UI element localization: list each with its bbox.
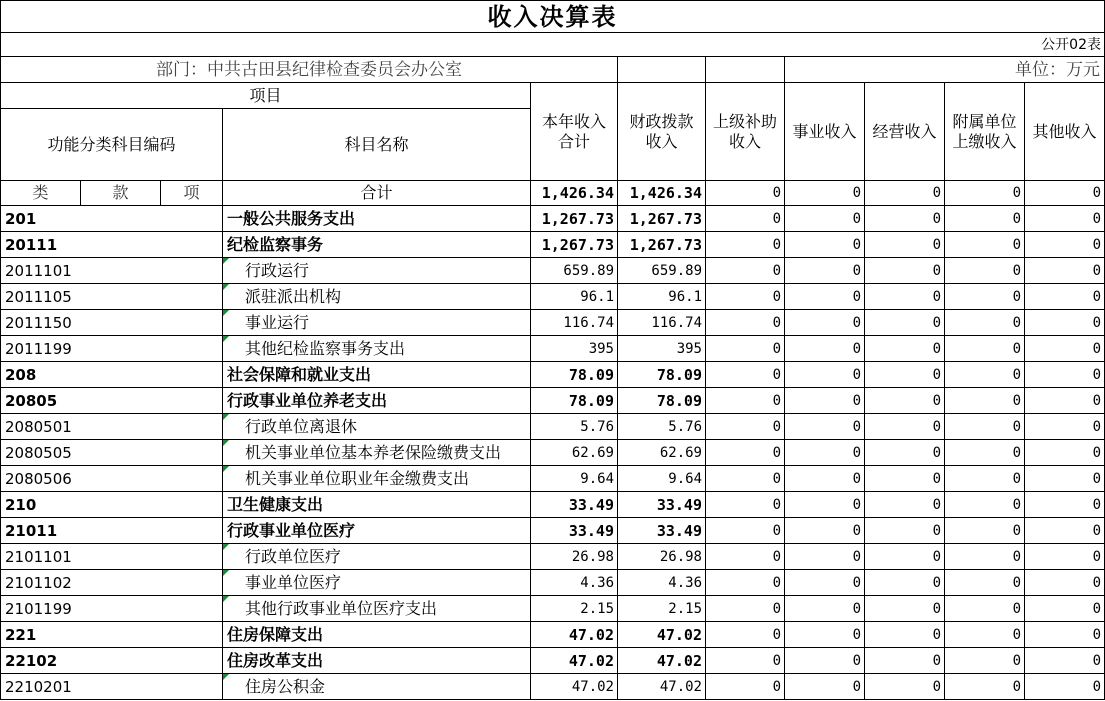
subject-name-cell[interactable] (223, 596, 530, 621)
operating-income-cell[interactable]: 0 (865, 388, 944, 413)
business-income-cell[interactable]: 0 (785, 674, 864, 699)
other-income-cell[interactable]: 0 (1025, 518, 1104, 543)
page-title[interactable]: 收入决算表 (1, 1, 1104, 32)
subsidiary-remittance-cell[interactable]: 0 (945, 466, 1024, 491)
fiscal-appropriation-cell[interactable]: 47.02 (618, 622, 705, 647)
subject-code-cell[interactable]: 20805 (1, 388, 222, 413)
subject-code-cell[interactable]: 2210201 (1, 674, 222, 699)
total-income-cell[interactable]: 62.69 (531, 440, 617, 465)
business-income-cell[interactable]: 0 (785, 518, 864, 543)
subject-name-cell[interactable] (223, 674, 530, 699)
subject-name-cell[interactable] (223, 440, 530, 465)
subsidiary-remittance-cell[interactable]: 0 (945, 492, 1024, 517)
operating-income-cell[interactable]: 0 (865, 362, 944, 387)
other-income-cell[interactable]: 0 (1025, 206, 1104, 231)
subsidiary-remittance-cell[interactable]: 0 (945, 362, 1024, 387)
column-header-label: 上级补助收入 (712, 111, 777, 151)
fiscal-appropriation-cell[interactable]: 26.98 (618, 544, 705, 569)
business-income-cell[interactable]: 0 (785, 414, 864, 439)
total-row-total-income[interactable]: 1,426.34 (531, 181, 617, 205)
total-income-cell[interactable]: 47.02 (531, 674, 617, 699)
total-row-business-income[interactable]: 0 (785, 181, 864, 205)
subject-code-cell[interactable]: 20111 (1, 232, 222, 257)
subject-name-text: 行政事业单位医疗 (227, 520, 356, 540)
other-income-cell[interactable]: 0 (1025, 310, 1104, 335)
superior-subsidy-cell[interactable]: 0 (706, 284, 784, 309)
fiscal-appropriation-cell[interactable]: 1,267.73 (618, 232, 705, 257)
operating-income-cell[interactable]: 0 (865, 206, 944, 231)
business-income-cell[interactable]: 0 (785, 622, 864, 647)
superior-subsidy-cell[interactable]: 0 (706, 518, 784, 543)
error-indicator-icon (223, 414, 229, 420)
subject-name-text: 其他行政事业单位医疗支出 (245, 598, 438, 618)
error-indicator-icon (223, 336, 229, 342)
subject-name-cell[interactable] (223, 232, 530, 257)
header-category[interactable]: 类 (1, 181, 80, 205)
subject-code-cell[interactable]: 22102 (1, 648, 222, 673)
subject-name-cell[interactable] (223, 310, 530, 335)
superior-subsidy-cell[interactable]: 0 (706, 362, 784, 387)
fiscal-appropriation-cell[interactable]: 116.74 (618, 310, 705, 335)
subsidiary-remittance-cell[interactable]: 0 (945, 284, 1024, 309)
fiscal-appropriation-cell[interactable]: 9.64 (618, 466, 705, 491)
subject-code-cell[interactable]: 2080505 (1, 440, 222, 465)
other-income-cell[interactable]: 0 (1025, 336, 1104, 361)
superior-subsidy-cell[interactable]: 0 (706, 648, 784, 673)
column-header-label: 经营收入 (872, 121, 937, 141)
other-income-cell[interactable]: 0 (1025, 284, 1104, 309)
department-label[interactable]: 部门：中共古田县纪律检查委员会办公室 (1, 57, 617, 82)
form-number[interactable]: 公开02表 (1, 33, 1104, 56)
total-income-cell[interactable]: 33.49 (531, 518, 617, 543)
subject-code-cell[interactable]: 2080501 (1, 414, 222, 439)
operating-income-cell[interactable]: 0 (865, 466, 944, 491)
subject-name-cell[interactable] (223, 284, 530, 309)
total-income-cell[interactable]: 78.09 (531, 388, 617, 413)
subject-name-cell[interactable] (223, 362, 530, 387)
subject-name-cell[interactable] (223, 518, 530, 543)
operating-income-cell[interactable]: 0 (865, 310, 944, 335)
superior-subsidy-cell[interactable]: 0 (706, 232, 784, 257)
total-income-cell[interactable]: 2.15 (531, 596, 617, 621)
error-indicator-icon (223, 570, 229, 576)
other-income-cell[interactable]: 0 (1025, 674, 1104, 699)
subject-name-text: 派驻派出机构 (245, 286, 342, 306)
column-header-label: 附属单位上缴收入 (952, 111, 1017, 151)
business-income-cell[interactable]: 0 (785, 648, 864, 673)
header-project[interactable]: 项目 (1, 83, 530, 108)
unit-label[interactable]: 单位：万元 (785, 57, 1104, 82)
operating-income-cell[interactable]: 0 (865, 674, 944, 699)
subsidiary-remittance-cell[interactable]: 0 (945, 388, 1024, 413)
total-row-superior-subsidy[interactable]: 0 (706, 181, 784, 205)
fiscal-appropriation-cell[interactable]: 78.09 (618, 388, 705, 413)
total-label[interactable]: 合计 (223, 181, 530, 205)
business-income-cell[interactable]: 0 (785, 206, 864, 231)
column-header-fiscal-appropriation[interactable] (618, 83, 705, 180)
column-header-business-income[interactable] (785, 83, 864, 180)
subject-name-text: 行政单位离退休 (245, 416, 358, 436)
fiscal-appropriation-cell[interactable]: 96.1 (618, 284, 705, 309)
subject-name-text: 机关事业单位职业年金缴费支出 (245, 468, 470, 488)
operating-income-cell[interactable]: 0 (865, 440, 944, 465)
total-income-cell[interactable]: 116.74 (531, 310, 617, 335)
subject-code-cell[interactable]: 2011199 (1, 336, 222, 361)
fiscal-appropriation-cell[interactable]: 5.76 (618, 414, 705, 439)
subject-name-cell[interactable] (223, 206, 530, 231)
subsidiary-remittance-cell[interactable]: 0 (945, 518, 1024, 543)
column-header-label: 财政拨款收入 (629, 111, 694, 151)
subsidiary-remittance-cell[interactable]: 0 (945, 622, 1024, 647)
other-income-cell[interactable]: 0 (1025, 414, 1104, 439)
error-indicator-icon (223, 310, 229, 316)
subject-name-cell[interactable] (223, 414, 530, 439)
subject-name-cell[interactable] (223, 492, 530, 517)
operating-income-cell[interactable]: 0 (865, 518, 944, 543)
subject-name-text: 机关事业单位基本养老保险缴费支出 (245, 442, 502, 462)
subject-name-text: 住房保障支出 (227, 624, 324, 644)
fiscal-appropriation-cell[interactable]: 33.49 (618, 492, 705, 517)
column-header-operating-income[interactable] (865, 83, 944, 180)
business-income-cell[interactable]: 0 (785, 440, 864, 465)
total-income-cell[interactable]: 78.09 (531, 362, 617, 387)
subsidiary-remittance-cell[interactable]: 0 (945, 336, 1024, 361)
total-row-other-income[interactable]: 0 (1025, 181, 1104, 205)
superior-subsidy-cell[interactable]: 0 (706, 466, 784, 491)
total-row-operating-income[interactable]: 0 (865, 181, 944, 205)
total-row-subsidiary-remittance[interactable]: 0 (945, 181, 1024, 205)
business-income-cell[interactable]: 0 (785, 284, 864, 309)
fiscal-appropriation-cell[interactable]: 2.15 (618, 596, 705, 621)
superior-subsidy-cell[interactable]: 0 (706, 258, 784, 283)
business-income-cell[interactable]: 0 (785, 466, 864, 491)
business-income-cell[interactable]: 0 (785, 492, 864, 517)
subject-code-cell[interactable]: 221 (1, 622, 222, 647)
subject-name-cell[interactable] (223, 544, 530, 569)
subject-name-cell[interactable] (223, 336, 530, 361)
subject-name-text: 社会保障和就业支出 (227, 364, 372, 384)
operating-income-cell[interactable]: 0 (865, 596, 944, 621)
operating-income-cell[interactable]: 0 (865, 648, 944, 673)
superior-subsidy-cell[interactable]: 0 (706, 336, 784, 361)
empty-cell[interactable] (706, 57, 784, 82)
total-income-cell[interactable]: 1,267.73 (531, 232, 617, 257)
other-income-cell[interactable]: 0 (1025, 388, 1104, 413)
superior-subsidy-cell[interactable]: 0 (706, 206, 784, 231)
column-header-subsidiary-remittance[interactable] (945, 83, 1024, 180)
business-income-cell[interactable]: 0 (785, 336, 864, 361)
subject-code-cell[interactable]: 2080506 (1, 466, 222, 491)
column-header-label: 本年收入合计 (541, 111, 606, 151)
subject-name-cell[interactable] (223, 570, 530, 595)
business-income-cell[interactable]: 0 (785, 544, 864, 569)
subject-name-text: 卫生健康支出 (227, 494, 324, 514)
subject-name-cell[interactable] (223, 648, 530, 673)
total-income-cell[interactable]: 9.64 (531, 466, 617, 491)
subject-code-cell[interactable]: 2011105 (1, 284, 222, 309)
total-income-cell[interactable]: 4.36 (531, 570, 617, 595)
fiscal-appropriation-cell[interactable]: 78.09 (618, 362, 705, 387)
superior-subsidy-cell[interactable]: 0 (706, 492, 784, 517)
other-income-cell[interactable]: 0 (1025, 622, 1104, 647)
subsidiary-remittance-cell[interactable]: 0 (945, 440, 1024, 465)
header-function-code[interactable]: 功能分类科目编码 (1, 109, 222, 180)
error-indicator-icon (223, 596, 229, 602)
error-indicator-icon (223, 258, 229, 264)
subject-name-cell[interactable] (223, 388, 530, 413)
subject-name-text: 其他纪检监察事务支出 (245, 338, 406, 358)
subsidiary-remittance-cell[interactable]: 0 (945, 206, 1024, 231)
subject-code-cell[interactable]: 201 (1, 206, 222, 231)
other-income-cell[interactable]: 0 (1025, 258, 1104, 283)
subject-name-text: 行政单位医疗 (245, 546, 342, 566)
operating-income-cell[interactable]: 0 (865, 492, 944, 517)
fiscal-appropriation-cell[interactable]: 47.02 (618, 648, 705, 673)
subject-name-text: 住房改革支出 (227, 650, 324, 670)
subject-code-cell[interactable]: 2011101 (1, 258, 222, 283)
total-income-cell[interactable]: 47.02 (531, 648, 617, 673)
subject-code-cell[interactable]: 210 (1, 492, 222, 517)
empty-cell[interactable] (618, 57, 705, 82)
error-indicator-icon (223, 284, 229, 290)
subsidiary-remittance-cell[interactable]: 0 (945, 232, 1024, 257)
subsidiary-remittance-cell[interactable]: 0 (945, 544, 1024, 569)
other-income-cell[interactable]: 0 (1025, 440, 1104, 465)
fiscal-appropriation-cell[interactable]: 1,267.73 (618, 206, 705, 231)
subject-name-text: 事业运行 (245, 312, 310, 332)
superior-subsidy-cell[interactable]: 0 (706, 544, 784, 569)
column-header-label: 事业收入 (792, 121, 857, 141)
subject-name-cell[interactable] (223, 466, 530, 491)
fiscal-appropriation-cell[interactable]: 395 (618, 336, 705, 361)
business-income-cell[interactable]: 0 (785, 362, 864, 387)
total-income-cell[interactable]: 96.1 (531, 284, 617, 309)
superior-subsidy-cell[interactable]: 0 (706, 388, 784, 413)
business-income-cell[interactable]: 0 (785, 232, 864, 257)
other-income-cell[interactable]: 0 (1025, 492, 1104, 517)
column-header-other-income[interactable] (1025, 83, 1104, 180)
subsidiary-remittance-cell[interactable]: 0 (945, 570, 1024, 595)
superior-subsidy-cell[interactable]: 0 (706, 440, 784, 465)
other-income-cell[interactable]: 0 (1025, 596, 1104, 621)
subsidiary-remittance-cell[interactable]: 0 (945, 674, 1024, 699)
operating-income-cell[interactable]: 0 (865, 544, 944, 569)
error-indicator-icon (223, 440, 229, 446)
operating-income-cell[interactable]: 0 (865, 336, 944, 361)
fiscal-appropriation-cell[interactable]: 33.49 (618, 518, 705, 543)
subject-code-cell[interactable]: 2101199 (1, 596, 222, 621)
operating-income-cell[interactable]: 0 (865, 258, 944, 283)
total-income-cell[interactable]: 659.89 (531, 258, 617, 283)
subsidiary-remittance-cell[interactable]: 0 (945, 414, 1024, 439)
total-income-cell[interactable]: 33.49 (531, 492, 617, 517)
error-indicator-icon (223, 544, 229, 550)
total-income-cell[interactable]: 1,267.73 (531, 206, 617, 231)
header-subject-name[interactable]: 科目名称 (223, 109, 530, 180)
business-income-cell[interactable]: 0 (785, 570, 864, 595)
column-header-superior-subsidy[interactable] (706, 83, 784, 180)
total-row-fiscal-appropriation[interactable]: 1,426.34 (618, 181, 705, 205)
operating-income-cell[interactable]: 0 (865, 284, 944, 309)
superior-subsidy-cell[interactable]: 0 (706, 310, 784, 335)
business-income-cell[interactable]: 0 (785, 596, 864, 621)
operating-income-cell[interactable]: 0 (865, 622, 944, 647)
fiscal-appropriation-cell[interactable]: 47.02 (618, 674, 705, 699)
other-income-cell[interactable]: 0 (1025, 362, 1104, 387)
subject-name-cell[interactable] (223, 258, 530, 283)
subject-name-cell[interactable] (223, 622, 530, 647)
error-indicator-icon (223, 466, 229, 472)
other-income-cell[interactable]: 0 (1025, 544, 1104, 569)
header-item[interactable]: 项 (161, 181, 222, 205)
operating-income-cell[interactable]: 0 (865, 232, 944, 257)
total-income-cell[interactable]: 395 (531, 336, 617, 361)
business-income-cell[interactable]: 0 (785, 388, 864, 413)
column-header-label: 其他收入 (1032, 121, 1097, 141)
subject-code-cell[interactable]: 2011150 (1, 310, 222, 335)
subsidiary-remittance-cell[interactable]: 0 (945, 310, 1024, 335)
subject-name-text: 行政事业单位养老支出 (227, 390, 388, 410)
subject-code-cell[interactable]: 21011 (1, 518, 222, 543)
other-income-cell[interactable]: 0 (1025, 648, 1104, 673)
subsidiary-remittance-cell[interactable]: 0 (945, 596, 1024, 621)
subject-name-text: 纪检监察事务 (227, 234, 324, 254)
superior-subsidy-cell[interactable]: 0 (706, 674, 784, 699)
business-income-cell[interactable]: 0 (785, 310, 864, 335)
column-header-total-income[interactable] (531, 83, 617, 180)
subject-name-text: 事业单位医疗 (245, 572, 342, 592)
subject-name-text: 一般公共服务支出 (227, 208, 356, 228)
other-income-cell[interactable]: 0 (1025, 466, 1104, 491)
subject-code-cell[interactable]: 2101102 (1, 570, 222, 595)
business-income-cell[interactable]: 0 (785, 258, 864, 283)
superior-subsidy-cell[interactable]: 0 (706, 570, 784, 595)
operating-income-cell[interactable]: 0 (865, 414, 944, 439)
superior-subsidy-cell[interactable]: 0 (706, 622, 784, 647)
subsidiary-remittance-cell[interactable]: 0 (945, 258, 1024, 283)
error-indicator-icon (223, 674, 229, 680)
superior-subsidy-cell[interactable]: 0 (706, 414, 784, 439)
total-income-cell[interactable]: 47.02 (531, 622, 617, 647)
total-income-cell[interactable]: 5.76 (531, 414, 617, 439)
subject-code-cell[interactable]: 208 (1, 362, 222, 387)
total-income-cell[interactable]: 26.98 (531, 544, 617, 569)
fiscal-appropriation-cell[interactable]: 62.69 (618, 440, 705, 465)
other-income-cell[interactable]: 0 (1025, 570, 1104, 595)
header-section[interactable]: 款 (81, 181, 160, 205)
operating-income-cell[interactable]: 0 (865, 570, 944, 595)
other-income-cell[interactable]: 0 (1025, 232, 1104, 257)
fiscal-appropriation-cell[interactable]: 659.89 (618, 258, 705, 283)
fiscal-appropriation-cell[interactable]: 4.36 (618, 570, 705, 595)
superior-subsidy-cell[interactable]: 0 (706, 596, 784, 621)
subsidiary-remittance-cell[interactable]: 0 (945, 648, 1024, 673)
subject-name-text: 行政运行 (245, 260, 310, 280)
subject-name-text: 住房公积金 (245, 676, 326, 696)
subject-code-cell[interactable]: 2101101 (1, 544, 222, 569)
